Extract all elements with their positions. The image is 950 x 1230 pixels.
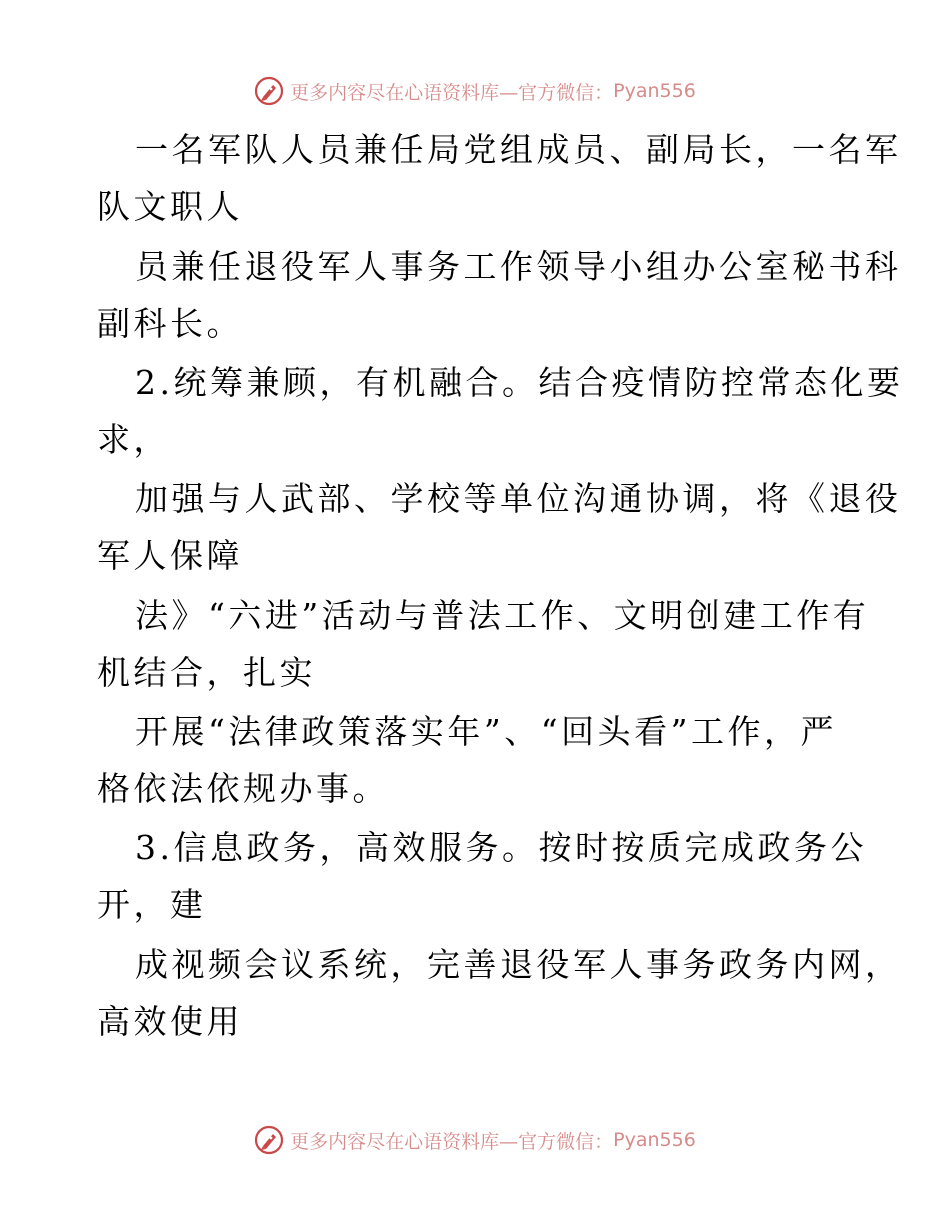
header-watermark <box>0 71 950 111</box>
footer-watermark-text: 更多内容尽在心语资料库—官方微信： <box>290 1130 614 1153</box>
body-line: 员兼任退役军人事务工作领导小组办公室秘书科 <box>135 247 902 286</box>
body-line: 队文职人 <box>97 187 243 226</box>
pen-nib-logo-icon <box>254 1125 284 1155</box>
body-line: 法》“六进”活动与普法工作、文明创建工作有 <box>135 596 870 635</box>
pen-nib-logo-icon <box>254 76 284 106</box>
body-line: 一名军队人员兼任局党组成员、副局长，一名军 <box>135 130 902 169</box>
header-watermark-text: 更多内容尽在心语资料库—官方微信： <box>290 81 614 104</box>
body-line: 军人保障 <box>97 536 243 575</box>
body-line: 求， <box>97 420 170 459</box>
body-line: 开展“法律政策落实年”、“回头看”工作，严 <box>135 712 837 751</box>
body-line: 开，建 <box>97 885 207 924</box>
body-line: 机结合，扎实 <box>97 653 316 692</box>
body-line: 格依法依规办事。 <box>97 769 389 808</box>
body-line: 副科长。 <box>97 304 243 343</box>
body-line: 加强与人武部、学校等单位沟通协调，将《退役 <box>135 479 902 518</box>
body-line: 高效使用 <box>97 1002 243 1041</box>
header-watermark-wechat-id: Pyan556 <box>613 80 696 102</box>
body-line: 成视频会议系统，完善退役军人事务政务内网， <box>135 945 902 984</box>
footer-watermark <box>0 1120 950 1160</box>
body-line: 3.信息政务，高效服务。按时按质完成政务公 <box>135 828 867 867</box>
body-line: 2.统筹兼顾，有机融合。结合疫情防控常态化要 <box>135 363 904 402</box>
footer-watermark-wechat-id: Pyan556 <box>613 1129 696 1151</box>
